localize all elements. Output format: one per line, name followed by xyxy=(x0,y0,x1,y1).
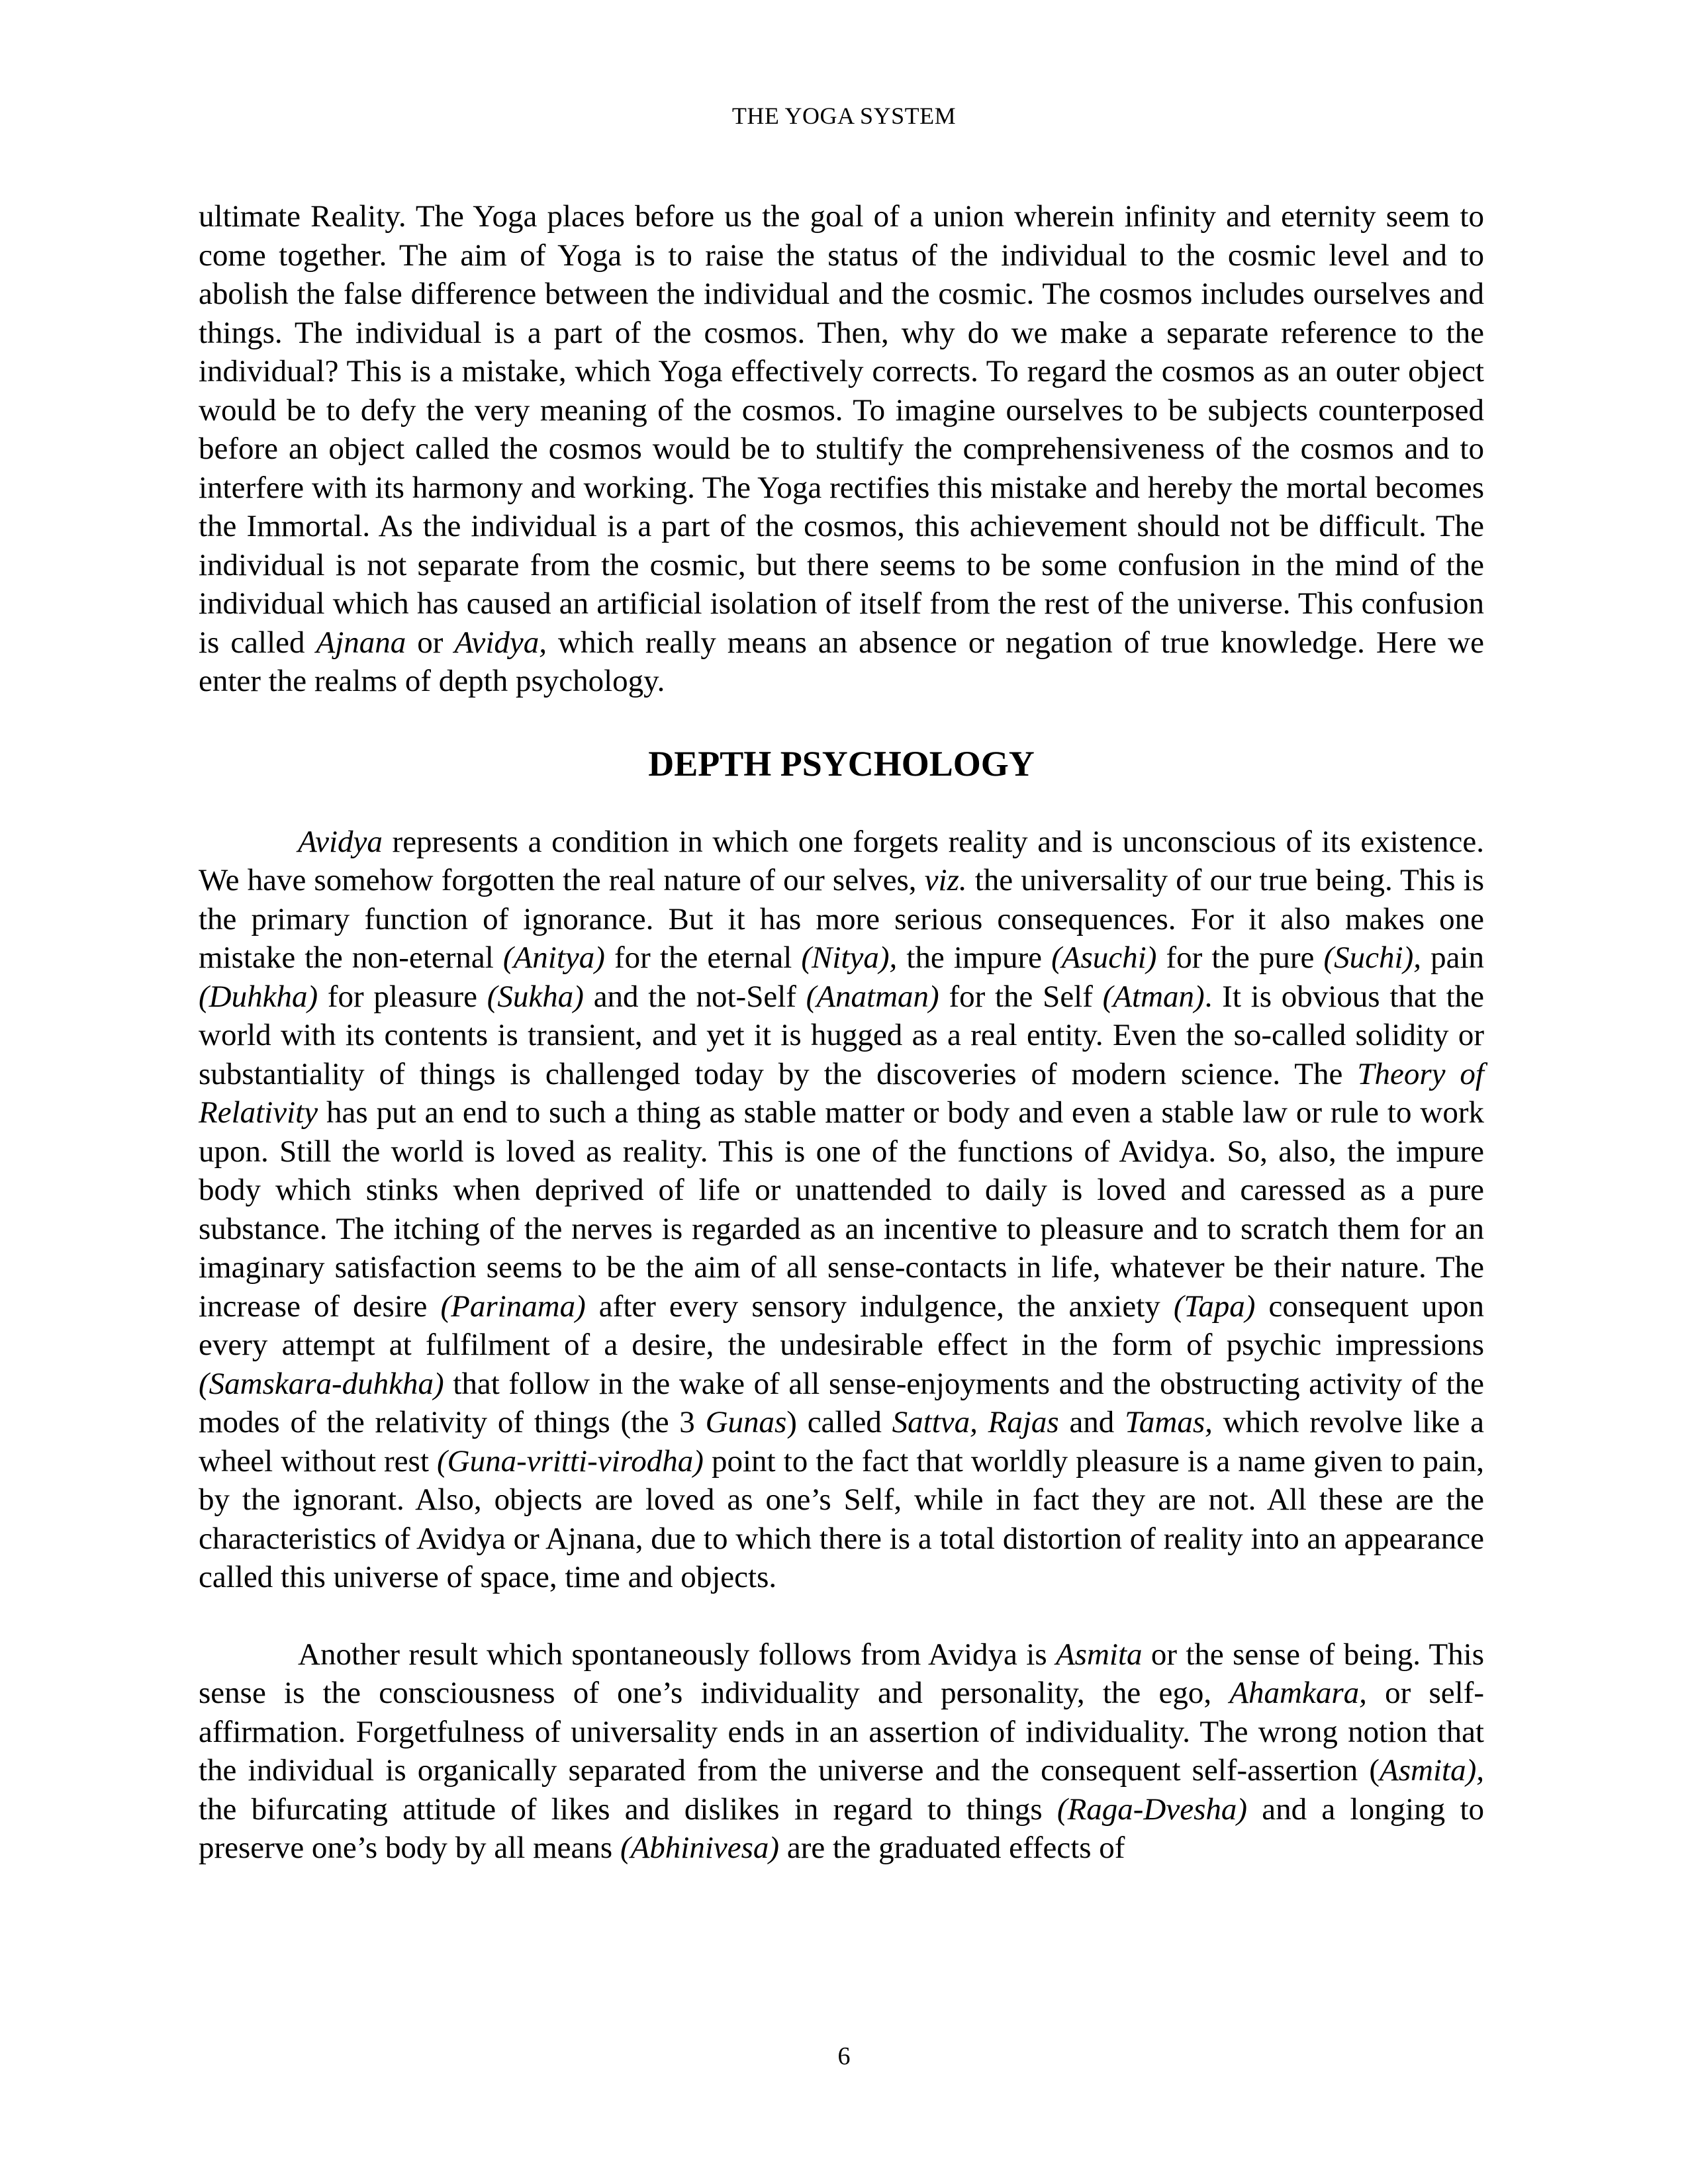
text-run: consequent upon every attempt at fulfilment of a desire, the undesirable effect in the form of psychic impressions xyxy=(199,1289,1484,1362)
text-run: after every sensory indulgence, the anxiety xyxy=(585,1289,1174,1324)
paragraph-3 xyxy=(199,1635,1484,1868)
text-run: ) called xyxy=(786,1405,892,1439)
italic-term: (Duhkha) xyxy=(199,979,318,1014)
italic-term: (Atman) xyxy=(1102,979,1205,1014)
text-run: Another result which spontaneously follows from Avidya is xyxy=(298,1637,1056,1672)
text-run: which revolve like a wheel without rest xyxy=(199,1405,1484,1479)
text-run: for the Self xyxy=(939,979,1103,1014)
text-run: or the sense of being. This sense is the consciousness of one’s individuality and personality, the ego, xyxy=(199,1637,1485,1710)
text-run: and a longing to preserve one’s body by all means xyxy=(199,1792,1484,1865)
text-run: ultimate Reality. The Yoga places before us the goal of a union wherein infinity and eternity seem to come together. The aim of Yoga is to raise the status of the individual to the cosmic level and to abolish the false difference between the individual and the cosmic. The cosmos includes ourselves and things. The individual is a part of the cosmos. Then, why do we make a separate reference to the individual? This is a mistake, which Yoga effectively corrects. To regard the cosmos as an outer object would be to defy the very meaning of the cosmos. To imagine ourselves to be subjects counterposed before an object called the cosmos would be to stultify the comprehensiveness of the cosmos and to interfere with its harmony and working. The Yoga rectifies this mistake and hereby the mortal becomes the Immortal. As the individual is a part of the cosmos, this achievement should not be difficult. The individual is not separate from the cosmic, but there seems to be some confusion in the mind of the individual which has caused an artificial isolation of itself from the rest of the universe. This confusion is called xyxy=(199,199,1484,660)
italic-term: (Abhinivesa) xyxy=(620,1831,780,1865)
text-run: . It is obvious that the world with its contents is transient, and yet it is hugged as a real entity. Even the so-called solidity or substantiality of things is challenged today by the discoveries of modern science. The xyxy=(199,979,1485,1091)
italic-term: (Guna-vritti-virodha) xyxy=(436,1443,704,1479)
paragraph-gap xyxy=(199,1597,1484,1635)
italic-term: Ahamkara, xyxy=(1229,1676,1367,1710)
italic-term: Sattva, Rajas xyxy=(892,1405,1059,1439)
italic-term: Ajnana xyxy=(316,625,406,660)
text-run: point to the fact that worldly pleasure is a name given to pain, by the ignorant. Also, objects are loved as one’s Self, while in fact they are not. All these are the characteristics of Avidya or Ajnana, due to which there is a total distortion of reality into an appearance called this universe of space, time and objects. xyxy=(199,1443,1484,1594)
italic-term: (Parinama) xyxy=(440,1289,586,1324)
text-run: that follow in the wake of all sense-enjoyments and the obstructing activity of the modes of the relativity of things (the 3 xyxy=(199,1366,1484,1439)
italic-term: (Nitya), xyxy=(801,940,898,975)
text-run: the bifurcating attitude of likes and dislikes in regard to things xyxy=(199,1792,1057,1827)
text-run: or self-affirmation. Forgetfulness of universality ends in an assertion of individuality. The wrong notion that the individual is organically separated from the universe and the consequent self-assertion ( xyxy=(199,1676,1484,1788)
italic-term: Theory of Relativity xyxy=(199,1056,1484,1130)
italic-term: (Samskara-duhkha) xyxy=(199,1366,444,1401)
italic-term: Avidya xyxy=(298,824,383,859)
text-run: are the graduated effects of xyxy=(779,1831,1125,1865)
text-run: and the not-Self xyxy=(583,979,806,1014)
text-run: for the eternal xyxy=(604,940,802,975)
italic-term: Asmita xyxy=(1055,1637,1143,1672)
italic-term: Tamas, xyxy=(1125,1405,1213,1439)
italic-term: (Suchi), xyxy=(1323,940,1421,975)
text-run: represents a condition in which one forgets reality and is unconscious of its existence. We have somehow forgotten the real nature of our selves, xyxy=(199,824,1484,897)
text-run: for the pure xyxy=(1156,940,1324,975)
italic-term: Avidya, xyxy=(454,625,547,660)
page-body xyxy=(199,197,1484,1868)
italic-term: Asmita), xyxy=(1380,1753,1484,1788)
italic-term: (Anatman) xyxy=(806,979,939,1014)
italic-term: viz. xyxy=(924,863,967,897)
italic-term: (Tapa) xyxy=(1173,1289,1256,1324)
section-heading: DEPTH PSYCHOLOGY xyxy=(648,743,1035,784)
italic-term: (Sukha) xyxy=(487,979,584,1014)
text-run: has put an end to such a thing as stable matter or body and even a stable law or rule to work upon. Still the world is loved as reality. This is one of the functions of Avidya. So, also, the impure body which stinks when deprived of life or unattended to daily is loved and caressed as a pure substance. The itching of the nerves is regarded as an incentive to pleasure and to scratch them for an imaginary satisfaction seems to be the aim of all sense-contacts in life, whatever be their nature. The increase of desire xyxy=(199,1095,1484,1324)
page-number: 6 xyxy=(837,2042,851,2070)
paragraph-1 xyxy=(199,197,1484,701)
text-run: or xyxy=(406,625,455,660)
italic-term: (Raga-Dvesha) xyxy=(1056,1792,1248,1827)
text-run: for pleasure xyxy=(318,979,487,1014)
text-run: and xyxy=(1058,1405,1125,1439)
text-run: the universality of our true being. This is the primary function of ignorance. But it has more serious consequences. For it also makes one mistake the non-eternal xyxy=(199,863,1484,975)
italic-term: (Anitya) xyxy=(502,940,605,975)
italic-term: Gunas xyxy=(705,1405,787,1439)
italic-term: (Asuchi) xyxy=(1051,940,1157,975)
text-run: the impure xyxy=(897,940,1052,975)
running-header: THE YOGA SYSTEM xyxy=(731,103,957,129)
paragraph-2 xyxy=(199,823,1484,1597)
text-run: pain xyxy=(1421,940,1485,975)
text-run: which really means an absence or negation of true knowledge. Here we enter the realms of depth psychology. xyxy=(199,625,1484,698)
